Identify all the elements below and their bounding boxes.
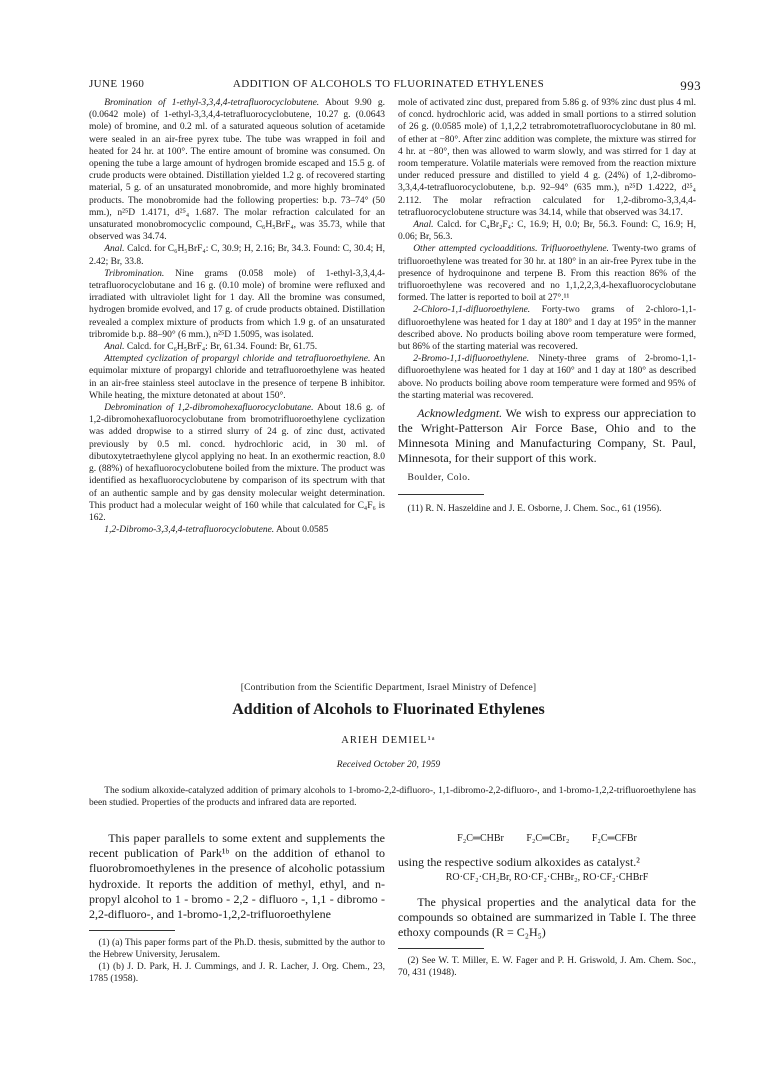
paragraph-text: Nine grams (0.058 mole) of 1-ethyl-3,3,4,4-tetrafluorocyclobutane and 16 g. (0.10 mole) of bromine were refluxed and irradiated with ultraviolet light for 1 day. All the bromine was consumed, hydrogen bromide evolved, and 17 g. of crude products obtained. Distillation revealed a complex mixture of products from which 1.9 g. of an unsaturated tribromide b.p. 88–90° (6 mm.), n²⁵D 1.5095, was isolated. <box>89 268 386 340</box>
footnote-1a: (1) (a) This paper forms part of the Ph.D. thesis, submitted by the author to the Hebrew University, Jerusalem. <box>89 938 385 961</box>
paragraph <box>89 402 385 524</box>
paragraph-text: Twenty-two grams of trifluoroethylene was treated for 30 hr. at 180° in an air-free Pyrex tube in the presence of hydroquinone and terpene B. From this reaction 86% of the trifluoroethylene was recovered and no 1,1,2,2,3,4-hexafluorocyclobutane formed. The latter is reported to boil at 27°.¹¹ <box>398 244 696 304</box>
received-date: Received October 20, 1959 <box>336 760 441 770</box>
page-number: 993 <box>680 78 701 93</box>
paragraph <box>89 243 385 267</box>
paragraph <box>89 97 385 243</box>
ack-text: We wish to express our appreciation to the Wright-Patterson Air Force Base, Ohio and to the Minnesota Mining and Manufacturing Company, St. Paul, Minnesota, for their support of this work. <box>398 406 696 466</box>
paragraph-text: Calcd. for C₄Br₂F₄: C, 16.9; H, 0.0; Br, 56.3. Found: C, 16.9; H, 0.06; Br, 56.3. <box>398 220 696 243</box>
intro-paragraph: This paper parallels to some extent and supplements the recent publication of Park¹ᵇ on the addition of ethanol to fluorobromoethylenes in the presence of alcoholic potassium hydroxide. It reports the addition of methyl, ethyl, and n-propyl alcohol to 1 - bromo - 2,2 - difluoro -, 1,1 - dibromo - 2,2-difluoro-, and 1-bromo-1,2,2-trifluoroethylene <box>89 831 385 922</box>
paragraph <box>398 243 696 304</box>
abstract: The sodium alkoxide-catalyzed addition of primary alcohols to 1-bromo-2,2-difluoro-, 1,1-dibromo-2,2-difluoro-, and 1-bromo-1,2,2-trifluoroethylene has been studied. Properties of the products and infrared data are reported. <box>89 786 696 808</box>
paragraph <box>89 268 385 341</box>
section-title: 2-Bromo-1,1-difluoroethylene. <box>413 354 530 365</box>
bottom-left-column <box>89 831 385 985</box>
acknowledgment <box>398 406 696 466</box>
footnotes <box>398 955 696 979</box>
paragraph <box>89 353 385 402</box>
paragraph-text: Calcd. for C₆H₅BrF₄: Br, 61.34. Found: Br, 61.75. <box>126 342 318 353</box>
paragraph-text: About 18.6 g. of 1,2-dibromohexafluorocyclobutane from bromotrifluoroethylene cyclization was added dropwise to a stirred slurry of 24 g. of zinc dust, activated previously by 0.5 ml. concd. hydrochloric acid, in 30 ml. of dibutoxytetraethylene glycol applying no heat. In an exothermic reaction, 8.0 g. (88%) of hexafluorocyclobutene boiled from the mixture. The product was identified as hexafluorocyclobutene by comparison of its spectrum with that of an authentic sample and by gas density molecular weight determination. This product had a molecular weight of 160 while that calculated for C₄F₆ is 162. <box>89 403 385 523</box>
signoff: Boulder, Colo. <box>407 473 471 484</box>
footnote-2: (2) See W. T. Miller, E. W. Fager and P. H. Griswold, J. Am. Chem. Soc., 70, 431 (1948). <box>398 956 696 979</box>
paragraph-text: Ninety-three grams of 2-bromo-1,1-difluoroethylene was heated for 1 day at 160° and 1 day at 180° as described above. No products boiling above room temperature were formed and 95% of the starting material was recovered. <box>398 354 697 401</box>
paragraph <box>398 219 696 243</box>
footnote-divider <box>398 948 484 949</box>
footnotes <box>89 937 385 985</box>
formula: F₂C═CHBr <box>457 833 504 844</box>
section-title: Bromination of 1-ethyl-3,3,4,4-tetrafluorocyclobutene. <box>104 98 320 108</box>
anal-label: Anal. <box>104 244 125 255</box>
contribution-line: [Contribution from the Scientific Department, Israel Ministry of Defence] <box>240 683 537 693</box>
article-title: Addition of Alcohols to Fluorinated Ethylenes <box>232 701 545 718</box>
product-formulas: RO·CF₂·CH₂Br, RO·CF₂·CHBr₂, RO·CF₂·CHBrF <box>445 872 649 884</box>
section-title: 2-Chloro-1,1-difluoroethylene. <box>413 305 531 316</box>
section-title: Other attempted cycloadditions. Trifluoroethylene. <box>413 244 609 255</box>
paragraph <box>89 524 385 536</box>
footnote-divider <box>89 930 175 931</box>
ethylene-formulas <box>398 833 696 845</box>
formula: F₂C═CFBr <box>591 833 637 844</box>
paragraph <box>398 304 696 353</box>
paragraph: mole of activated zinc dust, prepared from 5.86 g. of 93% zinc dust plus 4 ml. of concd. hydrochloric acid, was added in small portions to a stirred solution of 26 g. (0.0585 mole) of 1,1,2,2 tetrabromotetrafluorocyclobutane in 80 ml. of ether at −80°. After zinc addition was complete, the mixture was stirred for 4 hr. at −80°, then was allowed to warm slowly, and was stirred for 1 day at room temperature. Volatile materials were removed from the reaction mixture under reduced pressure and distilled to yield 4 g. (24%) of 1,2-dibromo-3,3,4,4-tetrafluorocyclobutene, b.p. 92–94° (635 mm.), n²⁵D 1.4222, d²⁵₄ 2.112. The molar refraction calculated for 1,2-dibromo-3,3,4,4-tetrafluorocyclobutene structure was 34.14, while that observed was 34.17. <box>398 98 696 218</box>
paragraph-text: About 9.90 g. (0.0642 mole) of 1-ethyl-3,3,4,4-tetrafluorocyclobutene, 10.27 g. (0.0643 mole) of bromine, and 0.2 ml. of a saturated aqueous solution of acetamide were sealed in an air-free pyrex tube. The tube was wrapped in foil and heated for 24 hr. at 100°. The entire amount of bromine was consumed. On opening the tube a large amount of hydrogen bromide escaped and 15.5 g. of crude products were obtained. Distillation yielded 1.2 g. of recovered starting material, 5 g. of an unsaturated monobromide, and more highly brominated products. The monobromide had the following properties: b.p. 73–74° (50 mm.), n²⁵D 1.4171, d²⁵₄ 1.687. The molar refraction calculated for an unsaturated monobromocyclic compound, C₆H₅BrF₄, was 35.73, while that observed was 34.74. <box>89 98 386 243</box>
section-title: Debromination of 1,2-dibromohexafluorocyclobutane. <box>104 403 314 414</box>
header-date: JUNE 1960 <box>89 78 145 90</box>
top-right-column <box>398 97 696 515</box>
paragraph-text: Forty-two grams of 2-chloro-1,1-difluoroethylene was heated for 1 day at 180° and 1 day at 195° in the manner described above. No products boiling above room temperature were formed, but 86% of the starting material was recovered. <box>398 305 697 353</box>
footnote-divider <box>398 494 484 495</box>
footnote-11: (11) R. N. Haszeldine and J. E. Osborne, J. Chem. Soc., 61 (1956). <box>407 504 662 515</box>
paragraph-text: An equimolar mixture of propargyl chloride and tetrafluoroethylene was heated in an air-free stainless steel autoclave in the presence of terpene B inhibitor. While heating, the mixture detonated at about 150°. <box>89 354 385 401</box>
anal-label: Anal. <box>104 342 125 353</box>
paragraph-text: Calcd. for C₆H₅BrF₄: C, 30.9; H, 2.16; Br, 34.3. Found: C, 30.4; H, 2.42; Br, 33.8. <box>89 244 385 267</box>
running-title: ADDITION OF ALCOHOLS TO FLUORINATED ETHYLENES <box>232 78 545 90</box>
paragraph <box>398 353 696 402</box>
paragraph-text: About 0.0585 <box>276 525 329 536</box>
paragraph: The physical properties and the analytical data for the compounds so obtained are summarized in Table I. The three ethoxy compounds (R = C₂H₅) <box>398 894 696 940</box>
paragraph <box>89 341 385 353</box>
anal-label: Anal. <box>413 220 434 231</box>
footnote-1b: (1) (b) J. D. Park, H. J. Cummings, and J. R. Lacher, J. Org. Chem., 23, 1785 (1958). <box>89 962 385 985</box>
ack-title: Acknowledgment. <box>417 406 503 421</box>
bottom-right-column <box>398 831 696 979</box>
top-left-column <box>89 97 385 536</box>
section-title: 1,2-Dibromo-3,3,4,4-tetrafluorocyclobutene. <box>104 525 275 536</box>
paragraph: using the respective sodium alkoxides as catalyst.² <box>398 855 640 870</box>
section-title: Tribromination. <box>104 268 165 279</box>
author: ARIEH DEMIEL¹ᵃ <box>341 735 436 746</box>
section-title: Attempted cyclization of propargyl chloride and tetrafluoroethylene. <box>104 354 371 365</box>
formula: F₂C═CBr₂ <box>526 833 570 844</box>
